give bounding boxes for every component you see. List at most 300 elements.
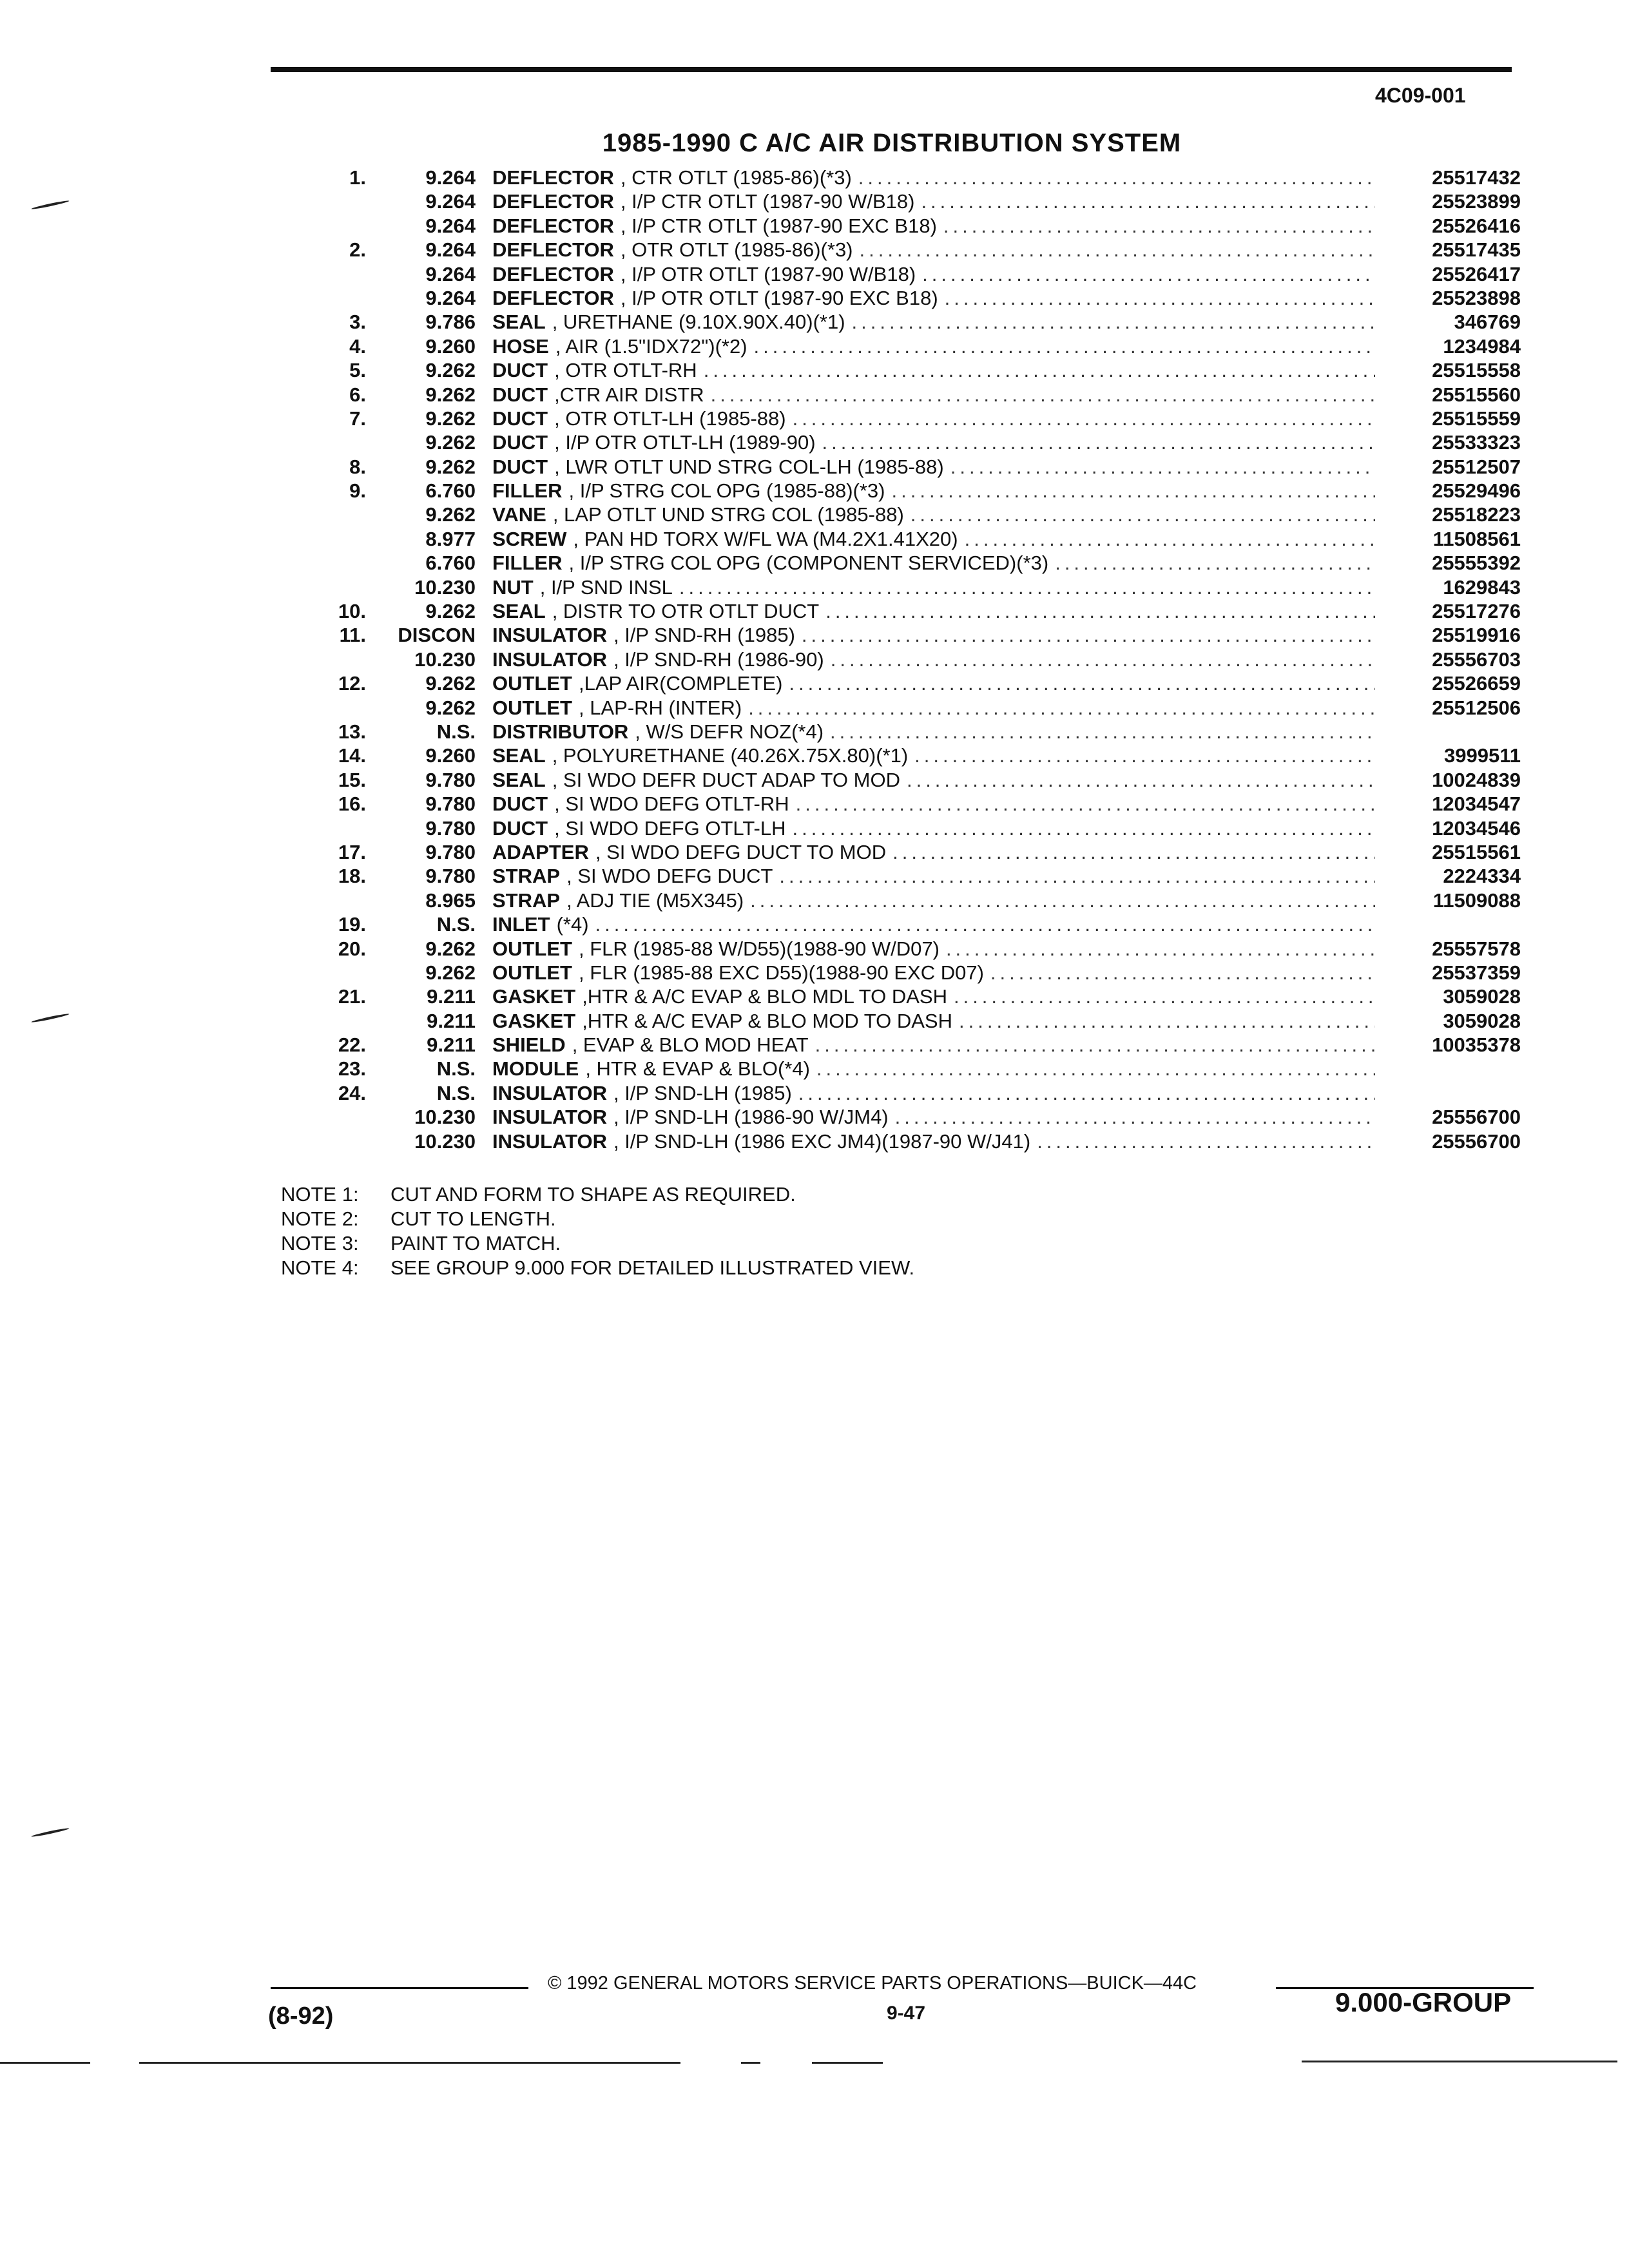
item-number: 14. — [338, 744, 366, 767]
group-number: 9.264 — [425, 190, 476, 213]
part-number: 10024839 — [1432, 768, 1521, 791]
leader-dots — [892, 479, 1376, 503]
leader-dots — [802, 624, 1375, 647]
part-number: 25529496 — [1432, 479, 1521, 503]
part-description — [492, 1082, 1375, 1105]
part-number: 1629843 — [1443, 575, 1521, 599]
part-detail: , OTR OTLT-RH — [554, 359, 697, 382]
item-number: 1. — [349, 166, 366, 189]
part-number: 12034547 — [1432, 793, 1521, 816]
leader-dots — [750, 889, 1375, 912]
part-detail: , URETHANE (9.10X.90X.40)(*1) — [552, 311, 845, 334]
leader-dots — [914, 744, 1375, 767]
leader-dots — [990, 961, 1375, 985]
item-number: 8. — [349, 455, 366, 478]
part-detail: , FLR (1985-88 EXC D55)(1988-90 EXC D07) — [579, 961, 984, 984]
part-name: DEFLECTOR — [492, 262, 614, 285]
part-description — [492, 528, 1375, 551]
part-name: STRAP — [492, 865, 561, 888]
item-number: 13. — [338, 720, 366, 743]
leader-dots — [789, 672, 1375, 695]
part-description — [492, 937, 1375, 961]
group-number: 9.264 — [425, 286, 476, 309]
part-name: HOSE — [492, 334, 549, 358]
part-name: MODULE — [492, 1057, 579, 1081]
part-detail: ,CTR AIR DISTR — [554, 383, 704, 406]
note — [281, 1232, 914, 1256]
part-number: 25557578 — [1432, 937, 1521, 960]
group-number: 9.262 — [425, 600, 476, 623]
part-description — [492, 238, 1375, 262]
note-text: PAINT TO MATCH. — [390, 1232, 561, 1254]
part-detail: , I/P SND INSL — [539, 575, 673, 599]
group-number: 9.780 — [425, 768, 476, 791]
group-number: 9.211 — [427, 1009, 476, 1032]
part-description — [492, 311, 1375, 334]
group-number: N.S. — [436, 1057, 476, 1081]
group-number: 9.211 — [427, 1033, 476, 1057]
leader-dots — [907, 769, 1375, 792]
part-description — [492, 913, 1375, 936]
part-row — [0, 383, 1629, 407]
leader-dots — [858, 166, 1375, 189]
note-text: CUT AND FORM TO SHAPE AS REQUIRED. — [390, 1183, 796, 1206]
group-number: 9.262 — [425, 431, 476, 454]
item-number: 9. — [349, 479, 366, 503]
group-number: 8.965 — [425, 889, 476, 912]
part-name: DUCT — [492, 383, 548, 406]
parts-list — [0, 166, 1629, 1154]
scan-line — [139, 2062, 680, 2064]
part-name: FILLER — [492, 479, 563, 503]
note-label: NOTE 1: — [281, 1183, 359, 1206]
part-detail: , SI WDO DEFG DUCT TO MOD — [595, 840, 887, 863]
part-number: 25537359 — [1432, 961, 1521, 984]
item-number: 12. — [338, 672, 366, 695]
leader-dots — [796, 793, 1375, 816]
part-row — [0, 817, 1629, 841]
part-name: INSULATOR — [492, 1106, 607, 1129]
leader-dots — [921, 190, 1375, 213]
group-number: 9.262 — [425, 503, 476, 526]
part-name: DEFLECTOR — [492, 190, 614, 213]
leader-dots — [830, 720, 1375, 744]
part-description — [492, 335, 1375, 358]
leader-dots — [965, 528, 1375, 551]
group-number: 9.264 — [425, 238, 476, 262]
leader-dots — [943, 215, 1375, 238]
part-description — [492, 961, 1375, 985]
group-number: 8.977 — [425, 527, 476, 550]
item-number: 5. — [349, 359, 366, 382]
part-row — [0, 1106, 1629, 1129]
group-number: 9.262 — [425, 359, 476, 382]
part-number: 25526659 — [1432, 672, 1521, 695]
group-number: 9.780 — [425, 793, 476, 816]
group-number: 9.262 — [425, 383, 476, 406]
group-number: 9.260 — [425, 334, 476, 358]
part-detail: , I/P SND-RH (1985) — [613, 624, 795, 647]
part-description — [492, 744, 1375, 767]
part-row — [0, 985, 1629, 1009]
part-description — [492, 672, 1375, 695]
leader-dots — [945, 287, 1375, 310]
item-number: 15. — [338, 768, 366, 791]
leader-dots — [815, 1033, 1375, 1057]
part-row — [0, 769, 1629, 793]
scan-line — [812, 2062, 883, 2064]
part-row — [0, 263, 1629, 287]
item-number: 4. — [349, 334, 366, 358]
part-detail: , I/P STRG COL OPG (1985-88)(*3) — [568, 479, 885, 503]
part-description — [492, 985, 1375, 1008]
part-description — [492, 841, 1375, 864]
part-row — [0, 865, 1629, 889]
part-row — [0, 456, 1629, 479]
scan-line — [1302, 2061, 1617, 2062]
item-number: 21. — [338, 985, 366, 1008]
leader-dots — [860, 238, 1375, 262]
item-number: 23. — [338, 1057, 366, 1081]
part-name: SEAL — [492, 768, 546, 791]
part-name: DUCT — [492, 455, 548, 478]
group-number: 10.230 — [414, 1106, 476, 1129]
part-detail: , W/S DEFR NOZ(*4) — [635, 720, 824, 743]
part-number: 25515558 — [1432, 359, 1521, 382]
part-row — [0, 937, 1629, 961]
part-row — [0, 744, 1629, 768]
part-name: DEFLECTOR — [492, 286, 614, 309]
part-row — [0, 335, 1629, 359]
part-row — [0, 431, 1629, 455]
part-row — [0, 720, 1629, 744]
part-row — [0, 961, 1629, 985]
part-name: GASKET — [492, 985, 576, 1008]
leader-dots — [825, 600, 1375, 623]
part-detail: , LWR OTLT UND STRG COL-LH (1985-88) — [554, 455, 944, 478]
part-number: 2224334 — [1443, 865, 1521, 888]
part-number: 25519916 — [1432, 624, 1521, 647]
part-detail: , FLR (1985-88 W/D55)(1988-90 W/D07) — [579, 937, 940, 960]
leader-dots — [852, 311, 1375, 334]
footer-date: (8-92) — [268, 2003, 334, 2030]
part-description — [492, 793, 1375, 816]
part-description — [492, 1106, 1375, 1129]
note — [281, 1183, 914, 1207]
part-row — [0, 479, 1629, 503]
footer-copyright: © 1992 GENERAL MOTORS SERVICE PARTS OPERATIONS—BUICK—44C — [548, 1973, 1197, 1994]
leader-dots — [779, 865, 1375, 888]
part-row — [0, 648, 1629, 672]
item-number: 2. — [349, 238, 366, 262]
part-row — [0, 552, 1629, 575]
item-number: 19. — [338, 913, 366, 936]
part-detail: , SI WDO DEFR DUCT ADAP TO MOD — [552, 768, 900, 791]
part-name: ADAPTER — [492, 840, 589, 863]
part-description — [492, 479, 1375, 503]
part-number: 25526416 — [1432, 214, 1521, 237]
part-detail: , POLYURETHANE (40.26X.75X.80)(*1) — [552, 744, 909, 767]
page-code: 4C09-001 — [1375, 84, 1466, 107]
group-number: 6.760 — [425, 552, 476, 575]
leader-dots — [895, 1106, 1375, 1129]
part-detail: , HTR & EVAP & BLO(*4) — [585, 1057, 810, 1081]
notes-section — [281, 1183, 914, 1281]
part-detail: , ADJ TIE (M5X345) — [566, 889, 744, 912]
part-name: OUTLET — [492, 696, 572, 719]
footer-rule-left — [271, 1987, 528, 1989]
part-row — [0, 697, 1629, 720]
part-number: 25515559 — [1432, 407, 1521, 430]
part-detail: , I/P OTR OTLT-LH (1989-90) — [554, 431, 816, 454]
part-number: 25523899 — [1432, 190, 1521, 213]
group-number: 9.264 — [425, 166, 476, 189]
part-detail: , SI WDO DEFG OTLT-LH — [554, 816, 786, 840]
item-number: 3. — [349, 311, 366, 334]
part-detail: (*4) — [556, 913, 589, 936]
page-title — [0, 129, 1629, 158]
part-description — [492, 383, 1375, 407]
group-number: N.S. — [436, 720, 476, 743]
part-description — [492, 263, 1375, 286]
part-row — [0, 287, 1629, 311]
group-number: 9.211 — [427, 985, 476, 1008]
leader-dots — [911, 503, 1375, 526]
part-detail: , LAP-RH (INTER) — [579, 696, 742, 719]
leader-dots — [1037, 1130, 1375, 1153]
part-detail: , I/P SND-RH (1986-90) — [613, 648, 824, 671]
part-name: DISTRIBUTOR — [492, 720, 629, 743]
item-number: 20. — [338, 937, 366, 960]
part-description — [492, 1033, 1375, 1057]
part-description — [492, 407, 1375, 430]
part-name: DUCT — [492, 816, 548, 840]
part-name: GASKET — [492, 1009, 576, 1032]
leader-dots — [954, 985, 1375, 1008]
part-row — [0, 215, 1629, 238]
item-number: 17. — [338, 840, 366, 863]
part-row — [0, 1057, 1629, 1081]
leader-dots — [959, 1010, 1375, 1033]
part-description — [492, 359, 1375, 382]
part-detail: , EVAP & BLO MOD HEAT — [572, 1033, 809, 1057]
part-number: 3059028 — [1443, 985, 1521, 1008]
scan-line — [741, 2062, 760, 2064]
part-description — [492, 720, 1375, 744]
leader-dots — [793, 407, 1375, 430]
group-number: 9.264 — [425, 262, 476, 285]
part-name: INSULATOR — [492, 1129, 607, 1153]
part-detail: , OTR OTLT (1985-86)(*3) — [620, 238, 853, 262]
item-number: 10. — [338, 600, 366, 623]
item-number: 11. — [339, 624, 366, 647]
scan-line — [0, 2062, 90, 2064]
group-number: 9.264 — [425, 214, 476, 237]
group-number: 6.760 — [425, 479, 476, 503]
part-name: OUTLET — [492, 961, 572, 984]
part-name: DUCT — [492, 793, 548, 816]
part-number: 25533323 — [1432, 431, 1521, 454]
leader-dots — [950, 456, 1375, 479]
part-row — [0, 1010, 1629, 1033]
part-description — [492, 190, 1375, 213]
part-detail: , I/P OTR OTLT (1987-90 EXC B18) — [620, 286, 938, 309]
part-number: 25517276 — [1432, 600, 1521, 623]
part-number: 25526417 — [1432, 262, 1521, 285]
part-number: 3059028 — [1443, 1009, 1521, 1032]
part-description — [492, 503, 1375, 526]
part-name: DEFLECTOR — [492, 166, 614, 189]
note — [281, 1256, 914, 1281]
part-row — [0, 889, 1629, 913]
part-name: SCREW — [492, 527, 567, 550]
part-name: STRAP — [492, 889, 561, 912]
note — [281, 1207, 914, 1232]
part-row — [0, 166, 1629, 190]
group-number: 9.786 — [425, 311, 476, 334]
part-number: 3999511 — [1444, 744, 1521, 767]
note-label: NOTE 4: — [281, 1256, 359, 1279]
part-name: SEAL — [492, 600, 546, 623]
part-description — [492, 166, 1375, 189]
part-description — [492, 769, 1375, 792]
part-name: INLET — [492, 913, 550, 936]
part-number: 11509088 — [1432, 889, 1521, 912]
leader-dots — [816, 1057, 1375, 1081]
group-number: 9.780 — [425, 865, 476, 888]
part-row — [0, 407, 1629, 431]
part-name: OUTLET — [492, 937, 572, 960]
part-number: 346769 — [1454, 311, 1521, 334]
leader-dots — [922, 263, 1375, 286]
part-name: OUTLET — [492, 672, 572, 695]
part-description — [492, 817, 1375, 840]
part-detail: , PAN HD TORX W/FL WA (M4.2X1.41X20) — [573, 527, 958, 550]
part-number: 25517435 — [1432, 238, 1521, 262]
footer-page-number: 9-47 — [887, 2003, 926, 2024]
group-number: 9.260 — [425, 744, 476, 767]
part-number: 25556700 — [1432, 1129, 1521, 1153]
group-number: 10.230 — [414, 1129, 476, 1153]
part-number: 25518223 — [1432, 503, 1521, 526]
leader-dots — [704, 359, 1375, 382]
group-number: 10.230 — [414, 575, 476, 599]
group-number: 9.262 — [425, 961, 476, 984]
part-number: 12034546 — [1432, 816, 1521, 840]
part-description — [492, 552, 1375, 575]
part-description — [492, 600, 1375, 623]
leader-dots — [822, 431, 1375, 454]
part-number: 1234984 — [1443, 334, 1521, 358]
group-number: 10.230 — [414, 648, 476, 671]
part-description — [492, 697, 1375, 720]
part-description — [492, 889, 1375, 912]
part-row — [0, 1033, 1629, 1057]
group-number: 9.780 — [425, 816, 476, 840]
part-row — [0, 576, 1629, 600]
part-number: 25555392 — [1432, 552, 1521, 575]
part-detail: , I/P STRG COL OPG (COMPONENT SERVICED)(*3) — [568, 552, 1049, 575]
item-number: 22. — [338, 1033, 366, 1057]
part-number: 11508561 — [1432, 527, 1521, 550]
part-number: 25512506 — [1432, 696, 1521, 719]
part-number: 25556700 — [1432, 1106, 1521, 1129]
part-name: DUCT — [492, 407, 548, 430]
part-name: VANE — [492, 503, 546, 526]
part-description — [492, 648, 1375, 671]
note-label: NOTE 3: — [281, 1232, 359, 1254]
part-row — [0, 190, 1629, 214]
part-name: INSULATOR — [492, 1081, 607, 1104]
part-row — [0, 672, 1629, 696]
leader-dots — [754, 335, 1375, 358]
scan-mark — [31, 1827, 70, 1838]
leader-dots — [892, 841, 1375, 864]
part-row — [0, 311, 1629, 334]
part-row — [0, 624, 1629, 648]
part-number: 10035378 — [1432, 1033, 1521, 1057]
part-detail: ,LAP AIR(COMPLETE) — [579, 672, 783, 695]
group-number: N.S. — [436, 913, 476, 936]
leader-dots — [831, 648, 1375, 671]
part-description — [492, 576, 1375, 599]
part-description — [492, 287, 1375, 310]
part-detail: , I/P CTR OTLT (1987-90 W/B18) — [620, 190, 915, 213]
part-detail: , I/P OTR OTLT (1987-90 W/B18) — [620, 262, 916, 285]
group-number: 9.262 — [425, 407, 476, 430]
part-row — [0, 359, 1629, 383]
part-row — [0, 1082, 1629, 1106]
leader-dots — [748, 697, 1375, 720]
part-detail: , LAP OTLT UND STRG COL (1985-88) — [552, 503, 904, 526]
part-name: INSULATOR — [492, 648, 607, 671]
part-number: 25523898 — [1432, 286, 1521, 309]
part-row — [0, 503, 1629, 527]
part-description — [492, 456, 1375, 479]
part-detail: , I/P CTR OTLT (1987-90 EXC B18) — [620, 214, 937, 237]
part-row — [0, 793, 1629, 816]
note-text: CUT TO LENGTH. — [390, 1207, 556, 1230]
part-number: 25556703 — [1432, 648, 1521, 671]
part-row — [0, 1130, 1629, 1154]
part-detail: , SI WDO DEFG DUCT — [566, 865, 773, 888]
part-description — [492, 624, 1375, 647]
part-number: 25517432 — [1432, 166, 1521, 189]
part-detail: , I/P SND-LH (1985) — [613, 1081, 792, 1104]
note-label: NOTE 2: — [281, 1207, 359, 1230]
top-rule — [271, 67, 1512, 72]
part-detail: , DISTR TO OTR OTLT DUCT — [552, 600, 820, 623]
leader-dots — [711, 383, 1375, 407]
leader-dots — [946, 937, 1375, 961]
leader-dots — [1055, 552, 1375, 575]
leader-dots — [679, 576, 1375, 599]
page-title-text: 1985-1990 C A/C AIR DISTRIBUTION SYSTEM — [602, 129, 1182, 157]
group-number: N.S. — [436, 1081, 476, 1104]
item-number: 7. — [349, 407, 366, 430]
part-name: DEFLECTOR — [492, 214, 614, 237]
note-text: SEE GROUP 9.000 FOR DETAILED ILLUSTRATED VIEW. — [390, 1256, 915, 1279]
part-detail: ,HTR & A/C EVAP & BLO MDL TO DASH — [582, 985, 947, 1008]
part-description — [492, 431, 1375, 454]
leader-dots — [798, 1082, 1375, 1105]
part-detail: , I/P SND-LH (1986 EXC JM4)(1987-90 W/J41) — [613, 1129, 1031, 1153]
footer-group: 9.000-GROUP — [1335, 1987, 1512, 2017]
part-description — [492, 1057, 1375, 1081]
part-description — [492, 865, 1375, 888]
item-number: 16. — [338, 793, 366, 816]
part-number: 25515560 — [1432, 383, 1521, 406]
